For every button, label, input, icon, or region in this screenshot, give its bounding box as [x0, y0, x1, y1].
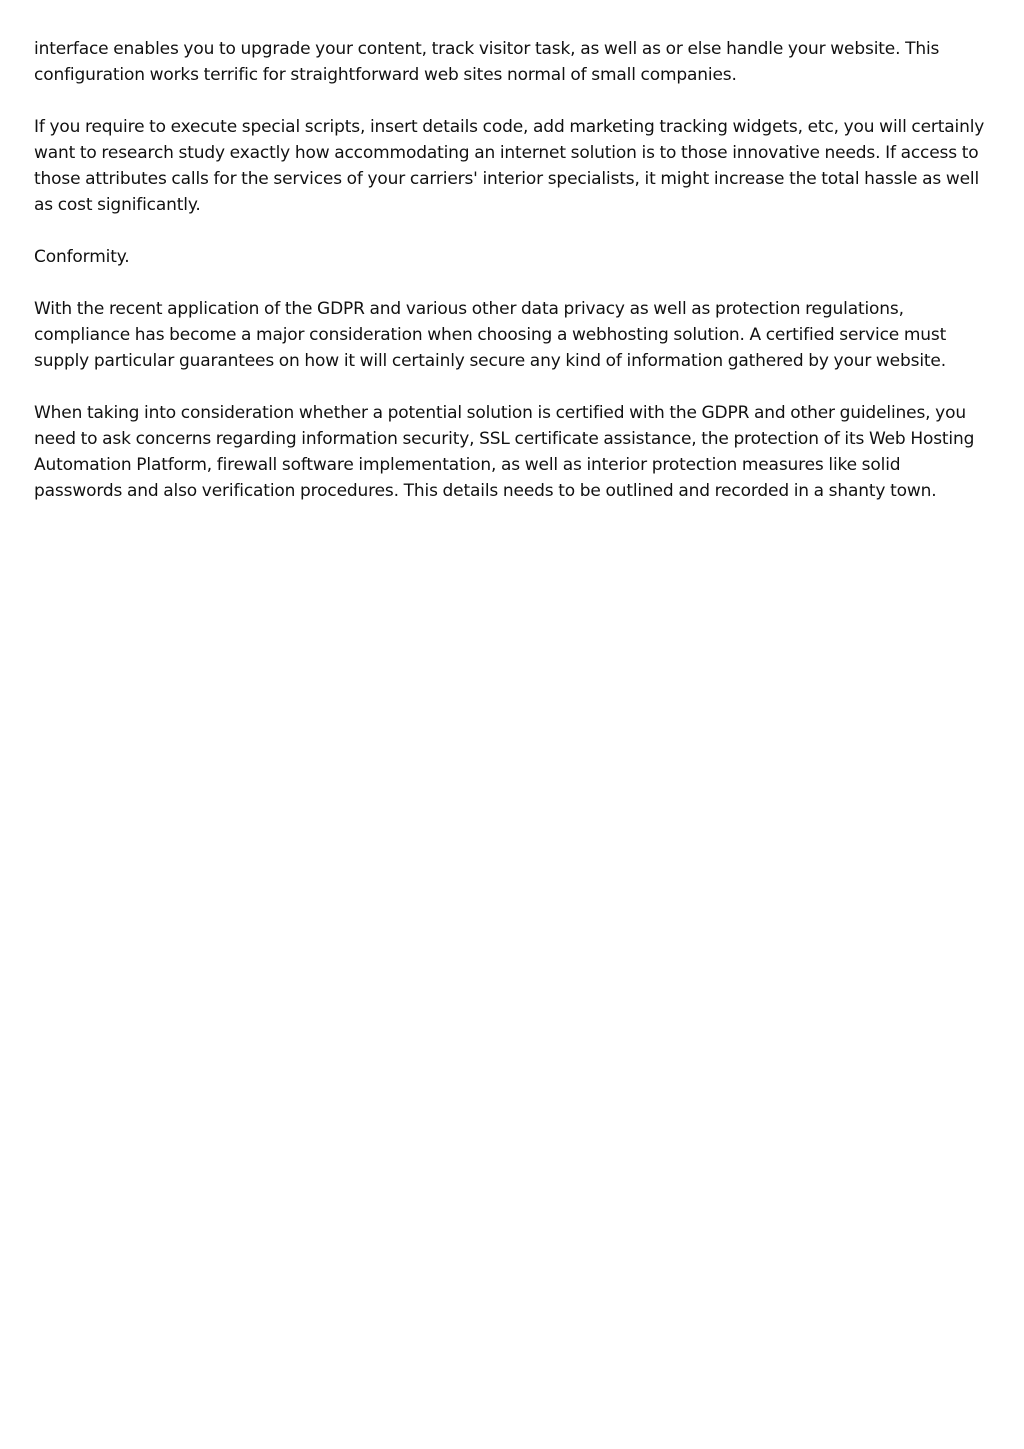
paragraph-security-considerations: When taking into consideration whether a potential solution is certified with the GDPR and other guidelines, you need to ask concerns regarding information security, SSL certificate assistance, the protection of its Web Hosting Automation Platform, firewall software implementation, as well as interior protection measures like solid passwords and also verification procedures. This details needs to be outlined and recorded in a shanty town. [34, 403, 975, 501]
paragraph-gdpr-compliance: With the recent application of the GDPR and various other data privacy as well as protection regulations, compliance has become a major consideration when choosing a webhosting solution. A certified service must supply particular guarantees on how it will certainly secure any kind of information gathered by your website. [34, 299, 947, 371]
section-heading-conformity: Conformity. [34, 247, 130, 267]
document-body [34, 36, 990, 504]
paragraph-interface-configuration: interface enables you to upgrade your content, track visitor task, as well as or else handle your website. This configuration works terrific for straightforward web sites normal of small companies. [34, 39, 940, 85]
paragraph-special-scripts: If you require to execute special scripts, insert details code, add marketing tracking widgets, etc, you will certainly want to research study exactly how accommodating an internet solution is to those innovative needs. If access to those attributes calls for the services of your carriers' interior specialists, it might increase the total hassle as well as cost significantly. [34, 117, 985, 215]
